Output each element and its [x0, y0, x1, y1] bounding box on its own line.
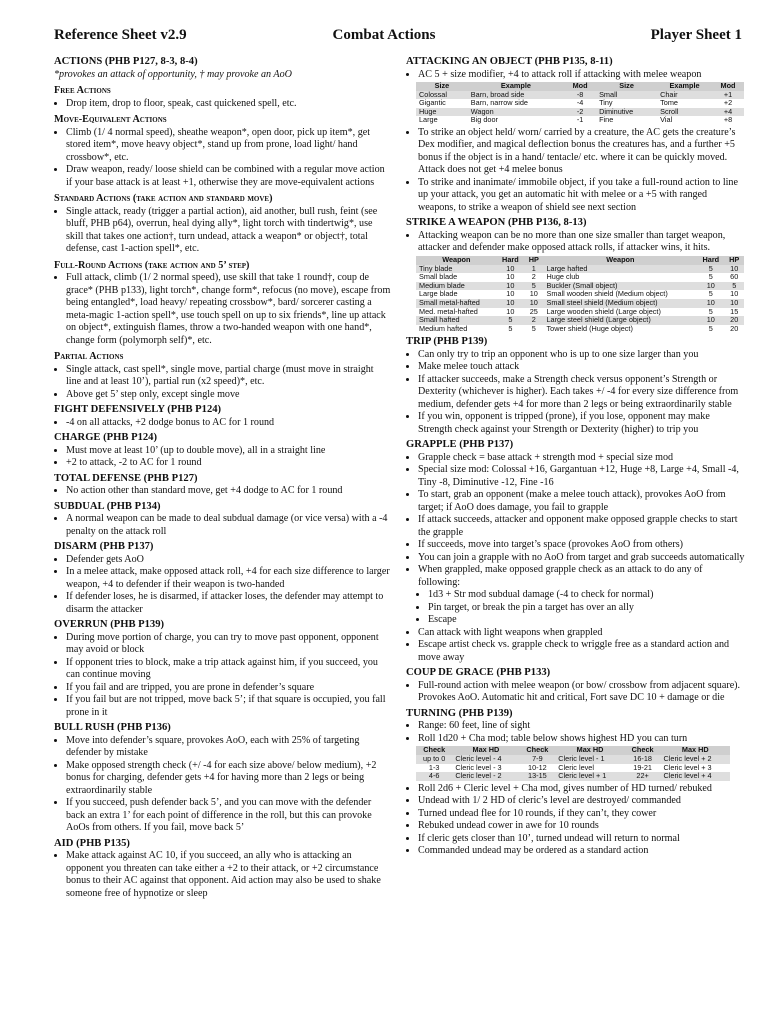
- table-cell: Big door: [470, 115, 498, 125]
- table-cell: +1: [712, 91, 744, 100]
- table-cell: Cleric level + 1: [555, 772, 624, 781]
- table-cell: 2: [524, 316, 543, 325]
- table-cell: Small blade: [419, 272, 458, 282]
- section-title: TURNING (PHB P139): [406, 707, 513, 719]
- section-strike-weapon: [406, 217, 746, 333]
- section-coup-de-grace: [406, 667, 746, 705]
- table-cell: 20: [730, 323, 739, 333]
- table-header-cell: Example: [657, 82, 712, 91]
- table-cell: Cleric level + 2: [661, 755, 730, 764]
- table-cell: 10: [724, 265, 744, 274]
- table-cell: 10: [506, 306, 515, 316]
- sheet-number: Player Sheet 1: [650, 27, 742, 43]
- bullet-list: [406, 127, 746, 215]
- bullet-list: [406, 783, 746, 858]
- bullet-list: [54, 445, 391, 470]
- table-cell: 5: [708, 272, 713, 282]
- table-header-cell: Weapon: [416, 256, 497, 265]
- section: [54, 85, 391, 110]
- table-cell: Vial: [660, 115, 673, 125]
- table-cell: 10-12: [528, 762, 547, 772]
- weapon-hardness-table: [416, 256, 744, 333]
- list-item: • Full attack, climb (1/ 2 normal speed), use skill that take 1 round†, coup de grace* (PHB p133), light torch*, change form*, refocus (no move), escape from being entangled*, load heavy/ repeating crossbow*, bard/ sorcerer casting a meta-magic 1-action spell*, use touch spell on up to six friends*, line up attack on object*, extinguish flames, throw a two-handed weapon with one hand*, change form (polymorph self)*, etc.: [66, 272, 391, 347]
- table-cell: Tower shield (Huge object): [546, 323, 633, 333]
- list-item: • If opponent tries to block, make a trip attack against him, if you succeed, you can continue moving: [66, 657, 391, 682]
- table-cell: Medium hafted: [419, 323, 468, 333]
- table-cell: Large wooden shield (Large object): [546, 306, 661, 316]
- section: [54, 432, 391, 470]
- table-cell: 10: [506, 272, 515, 282]
- bullet-list: [54, 735, 391, 835]
- section-attacking-object: [406, 56, 746, 214]
- section: [54, 722, 391, 835]
- bullet-list: [406, 720, 746, 745]
- list-item: • No action other than standard move, get +4 dodge to AC for 1 round: [66, 485, 391, 498]
- bullet-list: [54, 364, 391, 402]
- list-item: • Pin target, or break the pin a target has over an ally: [428, 602, 746, 615]
- table-cell: Cleric level - 2: [452, 772, 519, 781]
- table-cell: Wagon: [468, 108, 564, 117]
- table-cell: 13-15: [519, 772, 555, 781]
- table-cell: Huge: [416, 108, 468, 117]
- section: [54, 56, 391, 81]
- bullet-list: [54, 417, 391, 430]
- section-title: Partial Actions: [54, 351, 124, 362]
- section-turning: [406, 708, 746, 858]
- table-header-cell: HP: [724, 256, 744, 265]
- section-title: Free Actions: [54, 85, 111, 96]
- sheet-topic: Combat Actions: [332, 27, 436, 43]
- sub-bullet-list: [406, 589, 746, 627]
- list-item: • AC 5 + size modifier, +4 to attack roll if attacking with melee weapon: [418, 69, 746, 82]
- table-cell: Cleric level: [558, 762, 594, 772]
- table-cell: 10: [697, 282, 724, 291]
- table-cell: Tiny: [599, 98, 613, 108]
- section-trip: [406, 336, 746, 436]
- table-cell: 5: [524, 282, 543, 291]
- list-item: • To strike an object held/ worn/ carried by a creature, the AC gets the creature’s Dex modifier, and magical deflection bonus the creatures has, and a further +5 bonus if the object is in a hand/ tentacle/ etc. where it can be quickly moved. Attack does not get +4 melee bonus: [418, 127, 746, 177]
- section-title: COUP DE GRACE (PHB P133): [406, 667, 551, 679]
- list-item: • +2 to attack, -2 to AC for 1 round: [66, 457, 391, 470]
- table-cell: 16-18: [625, 755, 661, 764]
- table-cell: 10: [497, 282, 524, 291]
- table-cell: Cleric level + 4: [661, 772, 730, 781]
- list-item: • Roll 1d20 + Cha mod; table below shows highest HD you can turn: [418, 733, 746, 746]
- table-cell: Cleric level - 3: [455, 762, 502, 772]
- turning-table: [416, 746, 730, 780]
- table-cell: Barn, broad side: [468, 91, 564, 100]
- section-title: ACTIONS (PHB P127, 8-3, 8-4): [54, 56, 198, 67]
- bullet-list: [54, 272, 391, 347]
- table-cell: Barn, narrow side: [470, 98, 528, 108]
- bullet-list: [406, 230, 746, 255]
- list-item: • If you fail but are not tripped, move back 5’; if that square is occupied, you fall prone in it: [66, 694, 391, 719]
- table-header-cell: Check: [416, 746, 452, 755]
- table-cell: +4: [712, 108, 744, 117]
- table-header-cell: Max HD: [661, 746, 730, 755]
- list-item: • If defender loses, he is disarmed, if attacker loses, the defender may attempt to disarm the attacker: [66, 591, 391, 616]
- section: [54, 193, 391, 256]
- section-title: SUBDUAL (PHB P134): [54, 500, 161, 512]
- table-row: [416, 265, 744, 274]
- list-item: • Grapple check = base attack + strength mod + special size mod: [418, 452, 746, 465]
- bullet-list: [54, 485, 391, 498]
- table-header-cell: Size: [596, 82, 657, 91]
- table-cell: 15: [730, 306, 739, 316]
- table-cell: 5: [724, 282, 744, 291]
- table-header-cell: Check: [519, 746, 555, 755]
- section-title: CHARGE (PHB P124): [54, 432, 157, 443]
- list-item: • Escape: [428, 614, 746, 627]
- list-item: • To start, grab an opponent (make a melee touch attack), provokes AoO from target; if AoO does damage, you fail to grapple: [418, 489, 746, 514]
- list-item: • If attack succeeds, attacker and opponent make opposed grapple checks to start the grapple: [418, 514, 746, 539]
- bullet-list: [406, 452, 746, 590]
- section-title: OVERRUN (PHB P139): [54, 619, 165, 630]
- table-cell: Small: [596, 91, 657, 100]
- table-cell: Huge club: [546, 272, 580, 282]
- list-item: • -4 on all attacks, +2 dodge bonus to AC for 1 round: [66, 417, 391, 430]
- table-header-cell: Max HD: [555, 746, 624, 755]
- section-title: BULL RUSH (PHB P136): [54, 722, 171, 733]
- table-cell: Large blade: [419, 289, 458, 299]
- section: [54, 473, 391, 498]
- section-grapple: [406, 439, 746, 664]
- list-item: • Roll 2d6 + Cleric level + Cha mod, gives number of HD turned/ rebuked: [418, 783, 746, 796]
- section-title: TRIP (PHB P139): [406, 336, 488, 348]
- list-item: • If you succeed, push defender back 5’, and you can move with the defender back an extra 1’ for each point of difference in the roll, but this can provoke AoOs from others. If you fail, move back 5’: [66, 797, 391, 835]
- list-item: • You can join a grapple with no AoO from target and grab succeeds automatically: [418, 552, 746, 565]
- table-cell: Cleric level + 3: [663, 762, 712, 772]
- section-title: DISARM (PHB P137): [54, 541, 154, 552]
- section-title: Standard Actions (take action and standard move): [54, 193, 273, 204]
- list-item: • Single attack, cast spell*, single move, partial charge (must move in straight line and at least 10’), partial run (x2 speed)*, etc.: [66, 364, 391, 389]
- table-header-cell: HP: [524, 256, 543, 265]
- section: [54, 114, 391, 189]
- table-cell: 2: [531, 272, 536, 282]
- table-cell: Large steel shield (Large object): [544, 316, 698, 325]
- table-cell: -8: [564, 91, 596, 100]
- table-cell: +2: [723, 98, 733, 108]
- list-item: • If you fail and are tripped, you are prone in defender’s square: [66, 682, 391, 695]
- table-cell: 5: [508, 323, 513, 333]
- bullet-list: [54, 513, 391, 538]
- table-cell: 10: [697, 299, 724, 308]
- table-cell: 1: [524, 265, 543, 274]
- list-item: • Make melee touch attack: [418, 361, 746, 374]
- table-cell: 10: [497, 265, 524, 274]
- table-cell: 20: [724, 316, 744, 325]
- table-cell: 5: [708, 289, 713, 299]
- table-cell: 5: [531, 323, 536, 333]
- list-item: • To strike and inanimate/ immobile object, if you take a full-round action to line up your attack, you get an automatic hit with melee or a +5 with ranged weapons, to strike a weapon of shield see next section: [418, 177, 746, 215]
- table-cell: 7-9: [519, 755, 555, 764]
- list-item: • Make attack against AC 10, if you succeed, an ally who is attacking an opponent you threaten can take either a +2 to their attack, or +2 circumstance bonus to their AC against that opponent. Aid action may also be used to shake someone free of hypnotize or sleep: [66, 850, 391, 900]
- bullet-list: [406, 627, 746, 665]
- table-cell: 10: [524, 299, 543, 308]
- list-item: • Move into defender’s square, provokes AoO, each with 25% of targeting defender by mistake: [66, 735, 391, 760]
- list-item: • Must move at least 10’ (up to double move), all in a straight line: [66, 445, 391, 458]
- bullet-list: [54, 554, 391, 617]
- table-cell: -1: [576, 115, 584, 125]
- list-item: • Turned undead flee for 10 rounds, if they can’t, they cower: [418, 808, 746, 821]
- section-title: ATTACKING AN OBJECT (PHB P135, 8-11): [406, 56, 613, 67]
- section-title: Full-Round Actions (take action and 5’ step): [54, 259, 250, 271]
- list-item: • A normal weapon can be made to deal subdual damage (or vice versa) with a -4 penalty on the attack roll: [66, 513, 391, 538]
- table-cell: 10: [724, 299, 744, 308]
- table-cell: Small metal-hafted: [416, 299, 497, 308]
- table-cell: 4-6: [416, 772, 452, 781]
- table-header-cell: Mod: [712, 82, 744, 91]
- section-title: AID (PHB P135): [54, 837, 130, 849]
- table-cell: 60: [730, 272, 739, 282]
- table-row: [416, 116, 744, 125]
- table-cell: 10: [529, 289, 538, 299]
- bullet-list: [54, 98, 391, 111]
- table-cell: 5: [708, 323, 713, 333]
- table-row: [416, 772, 730, 781]
- list-item: • Above get 5’ step only, except single move: [66, 389, 391, 402]
- list-item: • Commanded undead may be ordered as a standard action: [418, 845, 746, 858]
- table-header-cell: Weapon: [544, 256, 698, 265]
- table-cell: Med. metal-hafted: [419, 306, 478, 316]
- table-cell: Small steel shield (Medium object): [544, 299, 698, 308]
- list-item: • Rebuked undead cower in awe for 10 rounds: [418, 820, 746, 833]
- section: [54, 541, 391, 616]
- table-cell: 5: [708, 306, 713, 316]
- table-cell: 1-3: [428, 762, 440, 772]
- list-item: • If cleric gets closer than 10’, turned undead will return to normal: [418, 833, 746, 846]
- list-item: • Escape artist check vs. grapple check to wriggle free as a standard action and move away: [418, 639, 746, 664]
- list-item: • Climb (1/ 4 normal speed), sheathe weapon*, open door, pick up item*, get stored item*, move heavy object*, stand up from prone, load light/ hand crossbow*, etc.: [66, 127, 391, 165]
- table-cell: Fine: [599, 115, 614, 125]
- table-cell: Diminutive: [596, 108, 657, 117]
- sheet-title: Reference Sheet v2.9: [54, 27, 187, 43]
- bullet-list: [406, 349, 746, 437]
- table-header-cell: Check: [625, 746, 661, 755]
- section-title: Move-Equivalent Actions: [54, 114, 167, 125]
- object-size-table: [416, 82, 744, 125]
- table-header-cell: Hard: [697, 256, 724, 265]
- bullet-list: [406, 680, 746, 705]
- table-cell: Tiny blade: [416, 265, 497, 274]
- table-row: [416, 325, 744, 334]
- section: [54, 404, 391, 429]
- section-title: FIGHT DEFENSIVELY (PHB P124): [54, 404, 222, 415]
- table-cell: 10: [506, 289, 515, 299]
- bullet-list: [406, 69, 746, 82]
- right-column: [406, 53, 746, 858]
- table-cell: -4: [576, 98, 584, 108]
- table-cell: Colossal: [416, 91, 468, 100]
- section: [54, 619, 391, 719]
- list-item: • Special size mod: Colossal +16, Gargantuan +12, Huge +8, Large +4, Small -4, Tiny -8, Diminutive -12, Fine -16: [418, 464, 746, 489]
- section: [54, 260, 391, 348]
- bullet-list: [54, 850, 391, 900]
- list-item: • Range: 60 feet, line of sight: [418, 720, 746, 733]
- table-cell: 10: [497, 299, 524, 308]
- list-item: • Draw weapon, ready/ loose shield can be combined with a regular move action if your base attack is at least +1, otherwise they are move-equivalent actions: [66, 164, 391, 189]
- list-item: • Full-round action with melee weapon (or bow/ crossbow from adjacent square). Provokes AoO. Automatic hit and critical, Fort save DC 10 + damage or die: [418, 680, 746, 705]
- table-cell: 25: [529, 306, 538, 316]
- list-item: • Can attack with light weapons when grappled: [418, 627, 746, 640]
- table-cell: Tome: [660, 98, 678, 108]
- table-cell: +8: [723, 115, 733, 125]
- bullet-list: [54, 127, 391, 190]
- list-item: • When grappled, make opposed grapple check as an attack to do any of following:: [418, 564, 746, 589]
- list-item: • Make opposed strength check (+/ -4 for each size above/ below medium), +2 bonus for charging, defender gets +4 for having more than 2 legs or being extraordinarily stable: [66, 760, 391, 798]
- table-cell: Small hafted: [416, 316, 497, 325]
- table-cell: 10: [697, 316, 724, 325]
- table-cell: 10: [730, 289, 739, 299]
- table-cell: Large hafted: [544, 265, 698, 274]
- table-cell: 22+: [625, 772, 661, 781]
- table-cell: up to 0: [416, 755, 452, 764]
- table-cell: Buckler (Small object): [544, 282, 698, 291]
- table-cell: Scroll: [657, 108, 712, 117]
- list-item: • Defender gets AoO: [66, 554, 391, 567]
- table-cell: Medium blade: [416, 282, 497, 291]
- table-cell: Gigantic: [419, 98, 446, 108]
- list-item: • If attacker succeeds, make a Strength check versus opponent’s Strength or Dexterity (whichever is higher). Each takes +/ -4 for every size difference from medium, defender gets +4 for more than 2 legs or being extraordinarily stable: [418, 374, 746, 412]
- list-item: • Attacking weapon can be no more than one size smaller than target weapon, attacker and defender make opposed attack rolls, if attacker wins, it hits.: [418, 230, 746, 255]
- list-item: • 1d3 + Str mod subdual damage (-4 to check for normal): [428, 589, 746, 602]
- table-cell: 5: [697, 265, 724, 274]
- legend-note: *provokes an attack of opportunity, † may provoke an AoO: [54, 68, 292, 80]
- list-item: • If you win, opponent is tripped (prone), if you lose, opponent may make Strength check against your Strength or Dexterity (higher) to trip you: [418, 411, 746, 436]
- table-cell: Large: [419, 115, 438, 125]
- list-item: • If succeeds, move into target’s space (provokes AoO from others): [418, 539, 746, 552]
- list-item: • In a melee attack, make opposed attack roll, +4 for each size difference to larger weapon, +4 to defender if their weapon is two-handed: [66, 566, 391, 591]
- section-title: STRIKE A WEAPON (PHB P136, 8-13): [406, 217, 587, 229]
- table-cell: Cleric level - 4: [452, 755, 519, 764]
- section-title: TOTAL DEFENSE (PHB P127): [54, 472, 198, 484]
- table-header-cell: Max HD: [452, 746, 519, 755]
- list-item: • Single attack, ready (trigger a partial action), aid another, bull rush, feint (see bluff, PHB p64), overrun, heal dying ally*, light torch with tindertwig*, use skill that takes one action†, turn undead, attack a weapon* or object†, total defense, cast 1-action spell*, etc.: [66, 206, 391, 256]
- bullet-list: [54, 206, 391, 256]
- list-item: • Drop item, drop to floor, speak, cast quickened spell, etc.: [66, 98, 391, 111]
- section: [54, 501, 391, 539]
- table-cell: Chair: [657, 91, 712, 100]
- table-header-cell: Mod: [564, 82, 596, 91]
- section: [54, 838, 391, 901]
- list-item: • Can only try to trip an opponent who is up to one size larger than you: [418, 349, 746, 362]
- left-column: [54, 53, 391, 900]
- table-cell: 19-21: [633, 762, 652, 772]
- table-cell: Cleric level - 1: [555, 755, 624, 764]
- table-cell: 5: [497, 316, 524, 325]
- section-title: GRAPPLE (PHB P137): [406, 439, 514, 451]
- bullet-list: [54, 632, 391, 720]
- table-header-cell: Size: [416, 82, 468, 91]
- table-header-cell: Hard: [497, 256, 524, 265]
- section: [54, 351, 391, 401]
- table-cell: Small wooden shield (Medium object): [546, 289, 668, 299]
- list-item: • During move portion of charge, you can try to move past opponent, opponent may avoid or block: [66, 632, 391, 657]
- table-header-cell: Example: [468, 82, 564, 91]
- list-item: • Undead with 1/ 2 HD of cleric’s level are destroyed/ commanded: [418, 795, 746, 808]
- table-cell: -2: [564, 108, 596, 117]
